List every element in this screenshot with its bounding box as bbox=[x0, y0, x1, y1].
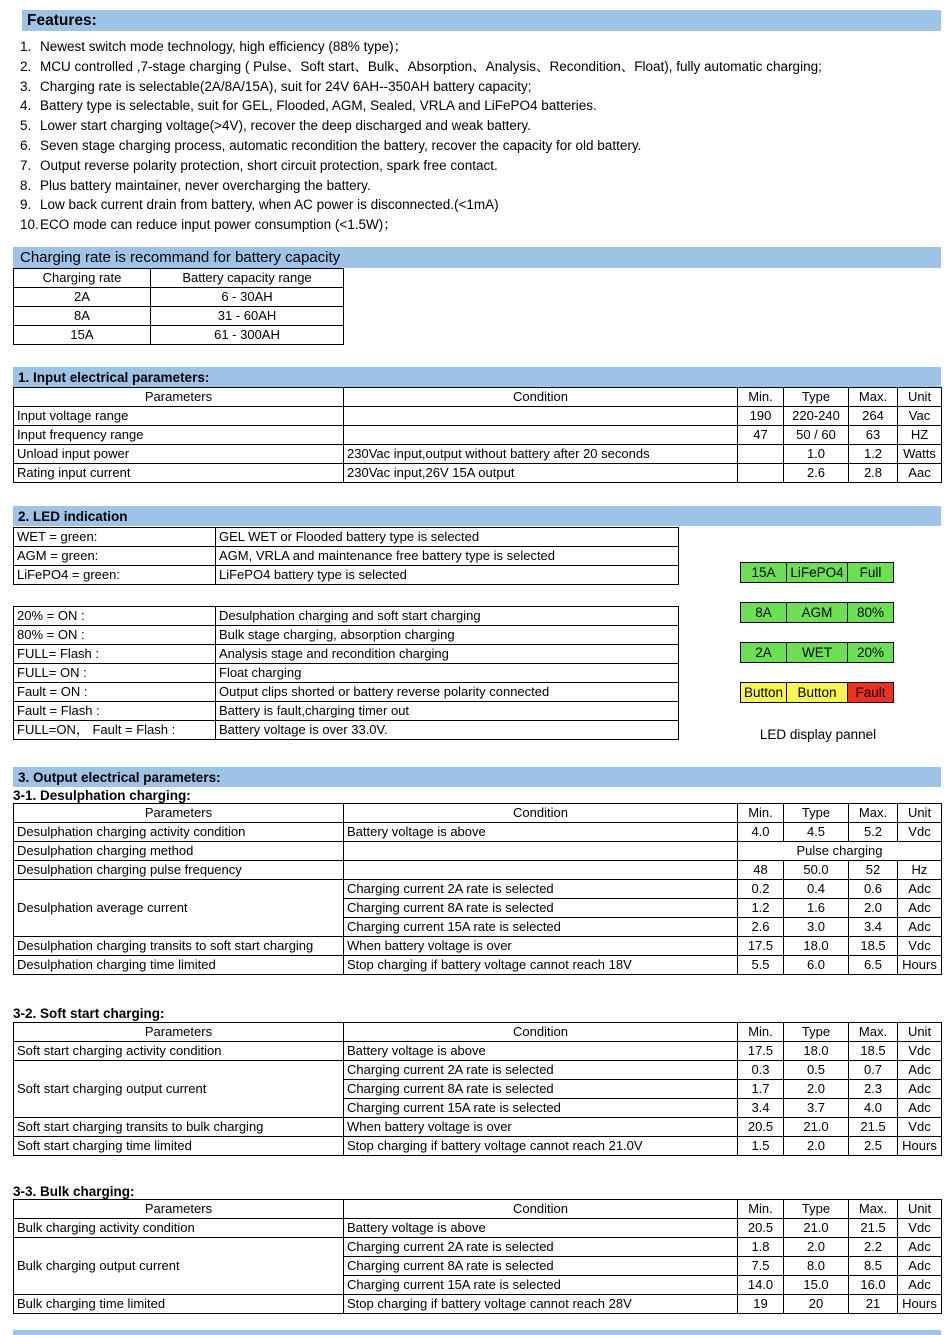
type-cell: 3.7 bbox=[784, 1099, 849, 1118]
min-cell: 48 bbox=[738, 861, 784, 880]
col-header-unit: Unit bbox=[898, 1200, 942, 1219]
min-cell: 1.5 bbox=[738, 1137, 784, 1156]
table-header-row bbox=[14, 388, 942, 407]
led-cell-8a: 8A bbox=[740, 602, 787, 623]
led-desc-cell: Bulk stage charging, absorption charging bbox=[216, 626, 679, 645]
max-cell: 264 bbox=[849, 407, 898, 426]
condition-cell: Stop charging if battery voltage cannot reach 28V bbox=[344, 1295, 738, 1314]
soft-start-charging-table bbox=[13, 1022, 942, 1156]
min-cell: 20.5 bbox=[738, 1118, 784, 1137]
led-label-cell: WET = green: bbox=[14, 528, 216, 547]
feature-text: Output reverse polarity protection, short circuit protection, spark free contact. bbox=[40, 157, 498, 173]
min-cell: 0.2 bbox=[738, 880, 784, 899]
led-panel-row bbox=[740, 562, 894, 583]
min-cell: 190 bbox=[738, 407, 784, 426]
feature-text: Battery type is selectable, suit for GEL, Flooded, AGM, Sealed, VRLA and LiFePO4 batteries. bbox=[40, 98, 597, 114]
table-row bbox=[14, 626, 679, 645]
param-cell: Desulphation charging pulse frequency bbox=[14, 861, 344, 880]
col-header-unit: Unit bbox=[898, 1023, 942, 1042]
table-row bbox=[14, 1061, 942, 1080]
feature-number: 8. bbox=[20, 177, 32, 193]
condition-cell: When battery voltage is over bbox=[344, 1118, 738, 1137]
unit-cell: Watts bbox=[898, 445, 942, 464]
feature-text: MCU controlled ,7-stage charging ( Pulse、Soft start、Bulk、Absorption、Analysis、Recondition、Float), fully automatic charging; bbox=[40, 58, 822, 74]
col-header-type: Type bbox=[784, 804, 849, 823]
col-header-min: Min. bbox=[738, 1023, 784, 1042]
table-row bbox=[14, 1238, 942, 1257]
condition-cell: 230Vac input,26V 15A output bbox=[344, 464, 738, 483]
param-cell: Soft start charging output current bbox=[14, 1061, 344, 1118]
type-cell: 20 bbox=[784, 1295, 849, 1314]
feature-item bbox=[20, 156, 940, 176]
bulk-charging-table bbox=[13, 1199, 942, 1314]
features-header-bar bbox=[22, 10, 941, 31]
led-cell-full: Full bbox=[847, 562, 894, 583]
output-params-header-bar bbox=[13, 767, 941, 787]
table-header-row bbox=[14, 269, 344, 288]
feature-item bbox=[20, 96, 940, 116]
col-header-parameters: Parameters bbox=[14, 1023, 344, 1042]
led-desc-cell: GEL WET or Flooded battery type is selected bbox=[216, 528, 679, 547]
condition-cell: Battery voltage is above bbox=[344, 1219, 738, 1238]
table-row bbox=[14, 645, 679, 664]
type-cell: 1.6 bbox=[784, 899, 849, 918]
max-cell: 18.5 bbox=[849, 937, 898, 956]
led-panel-caption: LED display pannel bbox=[759, 727, 877, 742]
condition-cell: Charging current 8A rate is selected bbox=[344, 899, 738, 918]
feature-number: 3. bbox=[20, 78, 32, 94]
table-row bbox=[14, 683, 679, 702]
min-cell: 2.6 bbox=[738, 918, 784, 937]
type-cell: 0.5 bbox=[784, 1061, 849, 1080]
unit-cell: Vac bbox=[898, 407, 942, 426]
max-cell: 3.4 bbox=[849, 918, 898, 937]
table-row bbox=[14, 426, 942, 445]
feature-number: 5. bbox=[20, 118, 32, 134]
feature-number: 7. bbox=[20, 157, 32, 173]
param-cell: Bulk charging time limited bbox=[14, 1295, 344, 1314]
condition-cell: Charging current 8A rate is selected bbox=[344, 1080, 738, 1099]
table-row bbox=[14, 721, 679, 740]
max-cell: 52 bbox=[849, 861, 898, 880]
min-cell: 0.3 bbox=[738, 1061, 784, 1080]
max-cell: 21.5 bbox=[849, 1219, 898, 1238]
max-cell: 8.5 bbox=[849, 1257, 898, 1276]
table-row bbox=[14, 1118, 942, 1137]
condition-cell: Charging current 2A rate is selected bbox=[344, 1238, 738, 1257]
table-row bbox=[14, 1137, 942, 1156]
led-panel-row bbox=[740, 642, 894, 663]
led-cell-lifepo4: LiFePO4 bbox=[786, 562, 848, 583]
min-cell: 47 bbox=[738, 426, 784, 445]
max-cell: 4.0 bbox=[849, 1099, 898, 1118]
condition-cell bbox=[344, 842, 738, 861]
feature-number: 9. bbox=[20, 197, 32, 213]
table-row bbox=[14, 288, 344, 307]
led-desc-cell: Output clips shorted or battery reverse polarity connected bbox=[216, 683, 679, 702]
col-header-type: Type bbox=[784, 388, 849, 407]
feature-number: 6. bbox=[20, 137, 32, 153]
led-label-cell: FULL=ON， Fault = Flash : bbox=[14, 721, 216, 740]
col-header-unit: Unit bbox=[898, 388, 942, 407]
table-row bbox=[14, 861, 942, 880]
desulphation-charging-table bbox=[13, 803, 942, 975]
feature-item bbox=[20, 77, 940, 97]
condition-cell bbox=[344, 426, 738, 445]
min-cell: 20.5 bbox=[738, 1219, 784, 1238]
led-cell-button-1: Button bbox=[740, 682, 787, 703]
table-row bbox=[14, 1295, 942, 1314]
led-label-cell: 20% = ON : bbox=[14, 607, 216, 626]
table-header-row bbox=[14, 1023, 942, 1042]
feature-number: 2. bbox=[20, 58, 32, 74]
charging-rate-title: Charging rate is recommand for battery capacity bbox=[20, 249, 341, 266]
col-header-max: Max. bbox=[849, 804, 898, 823]
min-cell: 3.4 bbox=[738, 1099, 784, 1118]
param-cell: Desulphation charging time limited bbox=[14, 956, 344, 975]
type-cell: 2.0 bbox=[784, 1238, 849, 1257]
min-cell: 17.5 bbox=[738, 937, 784, 956]
type-cell: 0.4 bbox=[784, 880, 849, 899]
feature-number: 4. bbox=[20, 98, 32, 114]
max-cell: 2.2 bbox=[849, 1238, 898, 1257]
col-header-condition: Condition bbox=[344, 1023, 738, 1042]
led-cell-20pct: 20% bbox=[847, 642, 894, 663]
table-row bbox=[14, 956, 942, 975]
col-header-parameters: Parameters bbox=[14, 1200, 344, 1219]
led-desc-cell: Desulphation charging and soft start charging bbox=[216, 607, 679, 626]
led-label-cell: 80% = ON : bbox=[14, 626, 216, 645]
span-cell: Pulse charging bbox=[738, 842, 942, 861]
subsection-title-desulphation: 3-1. Desulphation charging: bbox=[13, 788, 191, 803]
next-section-bar-partial bbox=[13, 1330, 941, 1335]
condition-cell: Stop charging if battery voltage cannot reach 21.0V bbox=[344, 1137, 738, 1156]
max-cell: 21.5 bbox=[849, 1118, 898, 1137]
min-cell: 1.7 bbox=[738, 1080, 784, 1099]
capacity-cell: 6 - 30AH bbox=[151, 288, 344, 307]
table-row bbox=[14, 566, 679, 585]
feature-text: Newest switch mode technology, high efficiency (88% type)； bbox=[40, 39, 408, 54]
led-desc-cell: Battery is fault,charging timer out bbox=[216, 702, 679, 721]
led-cell-agm: AGM bbox=[786, 602, 848, 623]
features-list bbox=[20, 37, 940, 235]
rate-cell: 15A bbox=[14, 326, 151, 345]
param-cell: Desulphation charging transits to soft start charging bbox=[14, 937, 344, 956]
max-cell: 21 bbox=[849, 1295, 898, 1314]
param-cell: Soft start charging time limited bbox=[14, 1137, 344, 1156]
unit-cell: Adc bbox=[898, 1080, 942, 1099]
led-indication-header-bar bbox=[13, 506, 941, 526]
table-row bbox=[14, 607, 679, 626]
led-label-cell: FULL= ON : bbox=[14, 664, 216, 683]
led-cell-2a: 2A bbox=[740, 642, 787, 663]
table-row bbox=[14, 326, 344, 345]
condition-cell: Battery voltage is above bbox=[344, 1042, 738, 1061]
led-cell-fault: Fault bbox=[847, 682, 894, 703]
max-cell: 0.6 bbox=[849, 880, 898, 899]
param-cell: Input frequency range bbox=[14, 426, 344, 445]
led-label-cell: AGM = green: bbox=[14, 547, 216, 566]
condition-cell: Charging current 8A rate is selected bbox=[344, 1257, 738, 1276]
unit-cell: Hours bbox=[898, 956, 942, 975]
led-label-cell: Fault = ON : bbox=[14, 683, 216, 702]
feature-item bbox=[20, 195, 940, 215]
condition-cell: When battery voltage is over bbox=[344, 937, 738, 956]
unit-cell: Vdc bbox=[898, 937, 942, 956]
param-cell: Bulk charging activity condition bbox=[14, 1219, 344, 1238]
param-cell: Unload input power bbox=[14, 445, 344, 464]
max-cell: 6.5 bbox=[849, 956, 898, 975]
param-cell: Rating input current bbox=[14, 464, 344, 483]
feature-item bbox=[20, 215, 940, 235]
table-row bbox=[14, 407, 942, 426]
unit-cell: Vdc bbox=[898, 1118, 942, 1137]
feature-item bbox=[20, 37, 940, 57]
led-panel-row bbox=[740, 602, 894, 623]
type-cell: 50 / 60 bbox=[784, 426, 849, 445]
led-label-cell: FULL= Flash : bbox=[14, 645, 216, 664]
type-cell: 21.0 bbox=[784, 1219, 849, 1238]
min-cell: 1.2 bbox=[738, 899, 784, 918]
type-cell: 8.0 bbox=[784, 1257, 849, 1276]
param-cell: Desulphation charging activity condition bbox=[14, 823, 344, 842]
led-desc-cell: Analysis stage and recondition charging bbox=[216, 645, 679, 664]
col-header-capacity-range: Battery capacity range bbox=[151, 269, 344, 288]
subsection-title-bulk: 3-3. Bulk charging: bbox=[13, 1184, 135, 1199]
type-cell: 18.0 bbox=[784, 937, 849, 956]
condition-cell: 230Vac input,output without battery after 20 seconds bbox=[344, 445, 738, 464]
max-cell: 18.5 bbox=[849, 1042, 898, 1061]
led-desc-cell: AGM, VRLA and maintenance free battery type is selected bbox=[216, 547, 679, 566]
feature-text: Charging rate is selectable(2A/8A/15A), suit for 24V 6AH--350AH battery capacity; bbox=[40, 78, 532, 94]
col-header-parameters: Parameters bbox=[14, 388, 344, 407]
charging-rate-header-bar bbox=[13, 247, 941, 268]
param-cell: Soft start charging transits to bulk charging bbox=[14, 1118, 344, 1137]
min-cell: 5.5 bbox=[738, 956, 784, 975]
feature-item bbox=[20, 57, 940, 77]
type-cell: 2.0 bbox=[784, 1080, 849, 1099]
max-cell: 0.7 bbox=[849, 1061, 898, 1080]
unit-cell: Adc bbox=[898, 880, 942, 899]
type-cell: 4.5 bbox=[784, 823, 849, 842]
unit-cell: Adc bbox=[898, 1276, 942, 1295]
param-cell: Bulk charging output current bbox=[14, 1238, 344, 1295]
condition-cell: Battery voltage is above bbox=[344, 823, 738, 842]
input-params-title: 1. Input electrical parameters: bbox=[18, 369, 210, 385]
unit-cell: Vdc bbox=[898, 1042, 942, 1061]
unit-cell: Adc bbox=[898, 1238, 942, 1257]
col-header-type: Type bbox=[784, 1200, 849, 1219]
table-header-row bbox=[14, 804, 942, 823]
type-cell: 220-240 bbox=[784, 407, 849, 426]
table-row bbox=[14, 307, 344, 326]
col-header-max: Max. bbox=[849, 1023, 898, 1042]
feature-text: Plus battery maintainer, never overcharging the battery. bbox=[40, 177, 371, 193]
table-row bbox=[14, 547, 679, 566]
max-cell: 16.0 bbox=[849, 1276, 898, 1295]
min-cell bbox=[738, 464, 784, 483]
condition-cell: Charging current 2A rate is selected bbox=[344, 880, 738, 899]
unit-cell: Hz bbox=[898, 861, 942, 880]
led-indication-title: 2. LED indication bbox=[18, 508, 128, 524]
col-header-condition: Condition bbox=[344, 804, 738, 823]
condition-cell: Charging current 15A rate is selected bbox=[344, 1276, 738, 1295]
subsection-title-soft-start: 3-2. Soft start charging: bbox=[13, 1006, 165, 1021]
led-panel-row bbox=[740, 682, 894, 703]
table-row bbox=[14, 1219, 942, 1238]
input-params-header-bar bbox=[13, 367, 941, 387]
condition-cell: Charging current 15A rate is selected bbox=[344, 1099, 738, 1118]
feature-number: 1. bbox=[20, 39, 32, 54]
led-desc-cell: Battery voltage is over 33.0V. bbox=[216, 721, 679, 740]
rate-cell: 8A bbox=[14, 307, 151, 326]
feature-item bbox=[20, 176, 940, 196]
table-row bbox=[14, 937, 942, 956]
type-cell: 6.0 bbox=[784, 956, 849, 975]
min-cell: 14.0 bbox=[738, 1276, 784, 1295]
col-header-charging-rate: Charging rate bbox=[14, 269, 151, 288]
condition-cell: Charging current 2A rate is selected bbox=[344, 1061, 738, 1080]
type-cell: 18.0 bbox=[784, 1042, 849, 1061]
table-row bbox=[14, 664, 679, 683]
col-header-unit: Unit bbox=[898, 804, 942, 823]
led-cell-15a: 15A bbox=[740, 562, 787, 583]
max-cell: 2.5 bbox=[849, 1137, 898, 1156]
col-header-min: Min. bbox=[738, 1200, 784, 1219]
led-cell-80pct: 80% bbox=[847, 602, 894, 623]
charging-rate-table bbox=[13, 268, 344, 345]
led-label-cell: Fault = Flash : bbox=[14, 702, 216, 721]
type-cell: 2.6 bbox=[784, 464, 849, 483]
col-header-max: Max. bbox=[849, 388, 898, 407]
features-title: Features: bbox=[27, 11, 97, 29]
min-cell: 19 bbox=[738, 1295, 784, 1314]
unit-cell: Adc bbox=[898, 899, 942, 918]
unit-cell: Hours bbox=[898, 1137, 942, 1156]
feature-item bbox=[20, 136, 940, 156]
feature-text: Low back current drain from battery, when AC power is disconnected.(<1mA) bbox=[40, 197, 499, 213]
led-desc-cell: Float charging bbox=[216, 664, 679, 683]
feature-number: 10. bbox=[20, 217, 39, 233]
col-header-max: Max. bbox=[849, 1200, 898, 1219]
type-cell: 3.0 bbox=[784, 918, 849, 937]
max-cell: 2.3 bbox=[849, 1080, 898, 1099]
led-label-cell: LiFePO4 = green: bbox=[14, 566, 216, 585]
col-header-min: Min. bbox=[738, 804, 784, 823]
min-cell: 1.8 bbox=[738, 1238, 784, 1257]
capacity-cell: 61 - 300AH bbox=[151, 326, 344, 345]
type-cell: 50.0 bbox=[784, 861, 849, 880]
rate-cell: 2A bbox=[14, 288, 151, 307]
type-cell: 15.0 bbox=[784, 1276, 849, 1295]
max-cell: 2.0 bbox=[849, 899, 898, 918]
max-cell: 1.2 bbox=[849, 445, 898, 464]
unit-cell: Adc bbox=[898, 1061, 942, 1080]
param-cell: Desulphation charging method bbox=[14, 842, 344, 861]
table-row bbox=[14, 1042, 942, 1061]
min-cell: 4.0 bbox=[738, 823, 784, 842]
input-parameters-table bbox=[13, 387, 942, 483]
unit-cell: Adc bbox=[898, 1257, 942, 1276]
table-row bbox=[14, 445, 942, 464]
type-cell: 2.0 bbox=[784, 1137, 849, 1156]
unit-cell: Aac bbox=[898, 464, 942, 483]
min-cell: 7.5 bbox=[738, 1257, 784, 1276]
condition-cell bbox=[344, 407, 738, 426]
feature-text: Lower start charging voltage(>4V), recover the deep discharged and weak battery. bbox=[40, 118, 531, 134]
type-cell: 1.0 bbox=[784, 445, 849, 464]
feature-item bbox=[20, 116, 940, 136]
table-row bbox=[14, 464, 942, 483]
condition-cell bbox=[344, 861, 738, 880]
table-header-row bbox=[14, 1200, 942, 1219]
col-header-type: Type bbox=[784, 1023, 849, 1042]
output-params-title: 3. Output electrical parameters: bbox=[18, 769, 221, 785]
unit-cell: Adc bbox=[898, 1099, 942, 1118]
condition-cell: Stop charging if battery voltage cannot reach 18V bbox=[344, 956, 738, 975]
col-header-parameters: Parameters bbox=[14, 804, 344, 823]
table-row bbox=[14, 702, 679, 721]
condition-cell: Charging current 15A rate is selected bbox=[344, 918, 738, 937]
min-cell: 17.5 bbox=[738, 1042, 784, 1061]
unit-cell: Vdc bbox=[898, 1219, 942, 1238]
table-row bbox=[14, 823, 942, 842]
param-cell: Desulphation average current bbox=[14, 880, 344, 937]
unit-cell: HZ bbox=[898, 426, 942, 445]
min-cell bbox=[738, 445, 784, 464]
col-header-condition: Condition bbox=[344, 1200, 738, 1219]
unit-cell: Hours bbox=[898, 1295, 942, 1314]
param-cell: Soft start charging activity condition bbox=[14, 1042, 344, 1061]
unit-cell: Vdc bbox=[898, 823, 942, 842]
capacity-cell: 31 - 60AH bbox=[151, 307, 344, 326]
led-cell-wet: WET bbox=[786, 642, 848, 663]
max-cell: 2.8 bbox=[849, 464, 898, 483]
led-status-table bbox=[13, 606, 679, 740]
table-row bbox=[14, 528, 679, 547]
table-row bbox=[14, 880, 942, 899]
type-cell: 21.0 bbox=[784, 1118, 849, 1137]
led-desc-cell: LiFePO4 battery type is selected bbox=[216, 566, 679, 585]
param-cell: Input voltage range bbox=[14, 407, 344, 426]
max-cell: 5.2 bbox=[849, 823, 898, 842]
table-row bbox=[14, 842, 942, 861]
led-battery-type-table bbox=[13, 527, 679, 585]
feature-text: Seven stage charging process, automatic recondition the battery, recover the capacity for old battery. bbox=[40, 137, 642, 153]
max-cell: 63 bbox=[849, 426, 898, 445]
col-header-min: Min. bbox=[738, 388, 784, 407]
col-header-condition: Condition bbox=[344, 388, 738, 407]
feature-text: ECO mode can reduce input power consumption (<1.5W)； bbox=[40, 217, 397, 233]
led-cell-button-2: Button bbox=[786, 682, 848, 703]
unit-cell: Adc bbox=[898, 918, 942, 937]
